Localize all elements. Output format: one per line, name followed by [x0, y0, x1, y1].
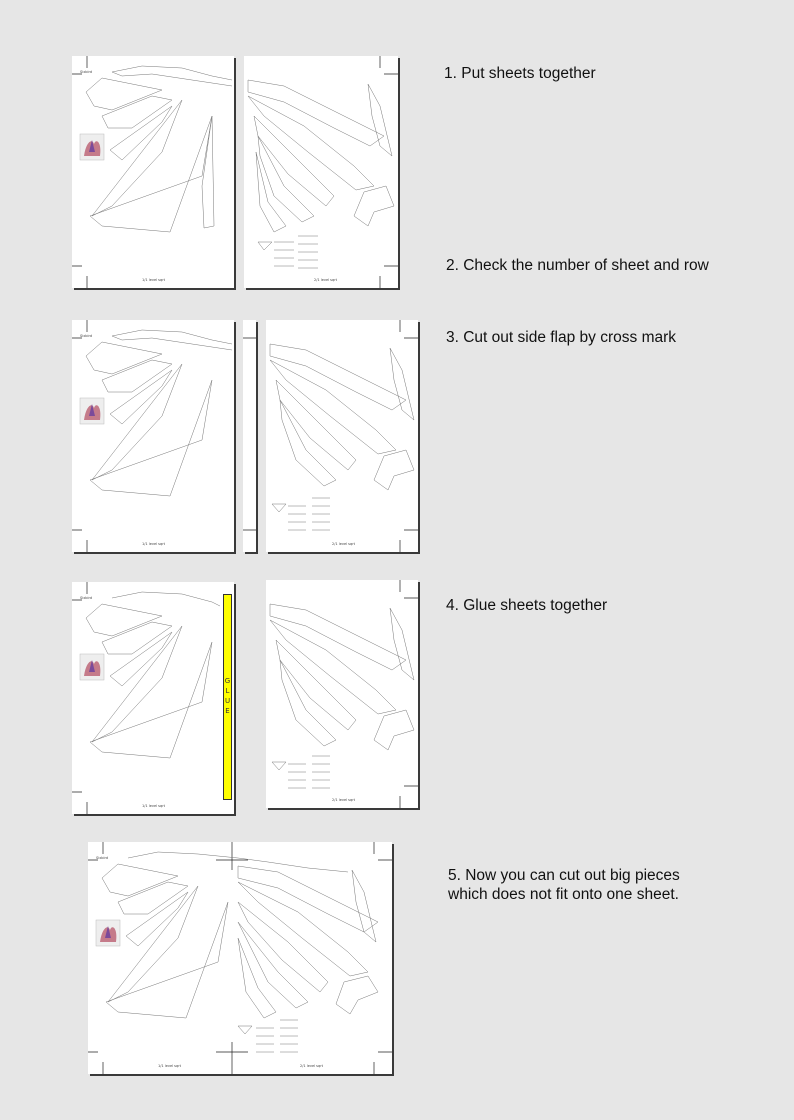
step-3-text: 3. Cut out side flap by cross mark — [446, 329, 677, 346]
pattern-right-2 — [266, 320, 418, 552]
sheet-footer-text: 2/1 level sqrt — [332, 798, 356, 802]
side-flap-strip — [243, 320, 256, 552]
sheet-footer-text: 1/1 level sqrt — [142, 278, 166, 282]
pattern-left-3 — [72, 582, 234, 814]
sheet-row1-right — [244, 56, 398, 288]
sheet-row3-left — [72, 582, 234, 814]
sheet-footer-text: 1/1 level sqrt — [142, 804, 166, 808]
sheet-footer-text: 2/1 level sqrt — [332, 542, 356, 546]
step-2-text: 2. Check the number of sheet and row — [446, 257, 709, 274]
pattern-right-3 — [266, 580, 418, 808]
glue-strip — [223, 594, 232, 800]
sheet-header-text: Sixbird — [80, 596, 93, 600]
step-1-text: 1. Put sheets together — [444, 65, 596, 82]
pattern-combined — [88, 842, 392, 1074]
sheet-header-text: Sixbird — [96, 856, 109, 860]
flap-marks — [243, 320, 256, 552]
sheet-header-text: Sixbird — [80, 334, 93, 338]
sheet-footer-text: 1/1 level sqrt — [142, 542, 166, 546]
sheet-header-text: Sixbird — [80, 70, 93, 74]
sheet-footer-text: 2/1 level sqrt — [300, 1064, 324, 1068]
sheet-footer-text: 2/1 level sqrt — [314, 278, 338, 282]
glue-label: GLUE — [223, 677, 232, 717]
step-4-text: 4. Glue sheets together — [446, 597, 608, 614]
sheet-row3-right — [266, 580, 418, 808]
step-5-line1: 5. Now you can cut out big pieces — [448, 867, 680, 884]
sheet-row1-left — [72, 56, 234, 288]
sheet-row2-left — [72, 320, 234, 552]
step-5-line2: which does not fit onto one sheet. — [448, 886, 679, 903]
sheet-row2-right — [266, 320, 418, 552]
step-5-text — [448, 866, 680, 904]
pattern-left-1 — [72, 56, 234, 288]
pattern-right-1 — [244, 56, 398, 288]
sheet-footer-text: 1/1 level sqrt — [158, 1064, 182, 1068]
pattern-left-2 — [72, 320, 234, 552]
sheet-combined — [88, 842, 392, 1074]
